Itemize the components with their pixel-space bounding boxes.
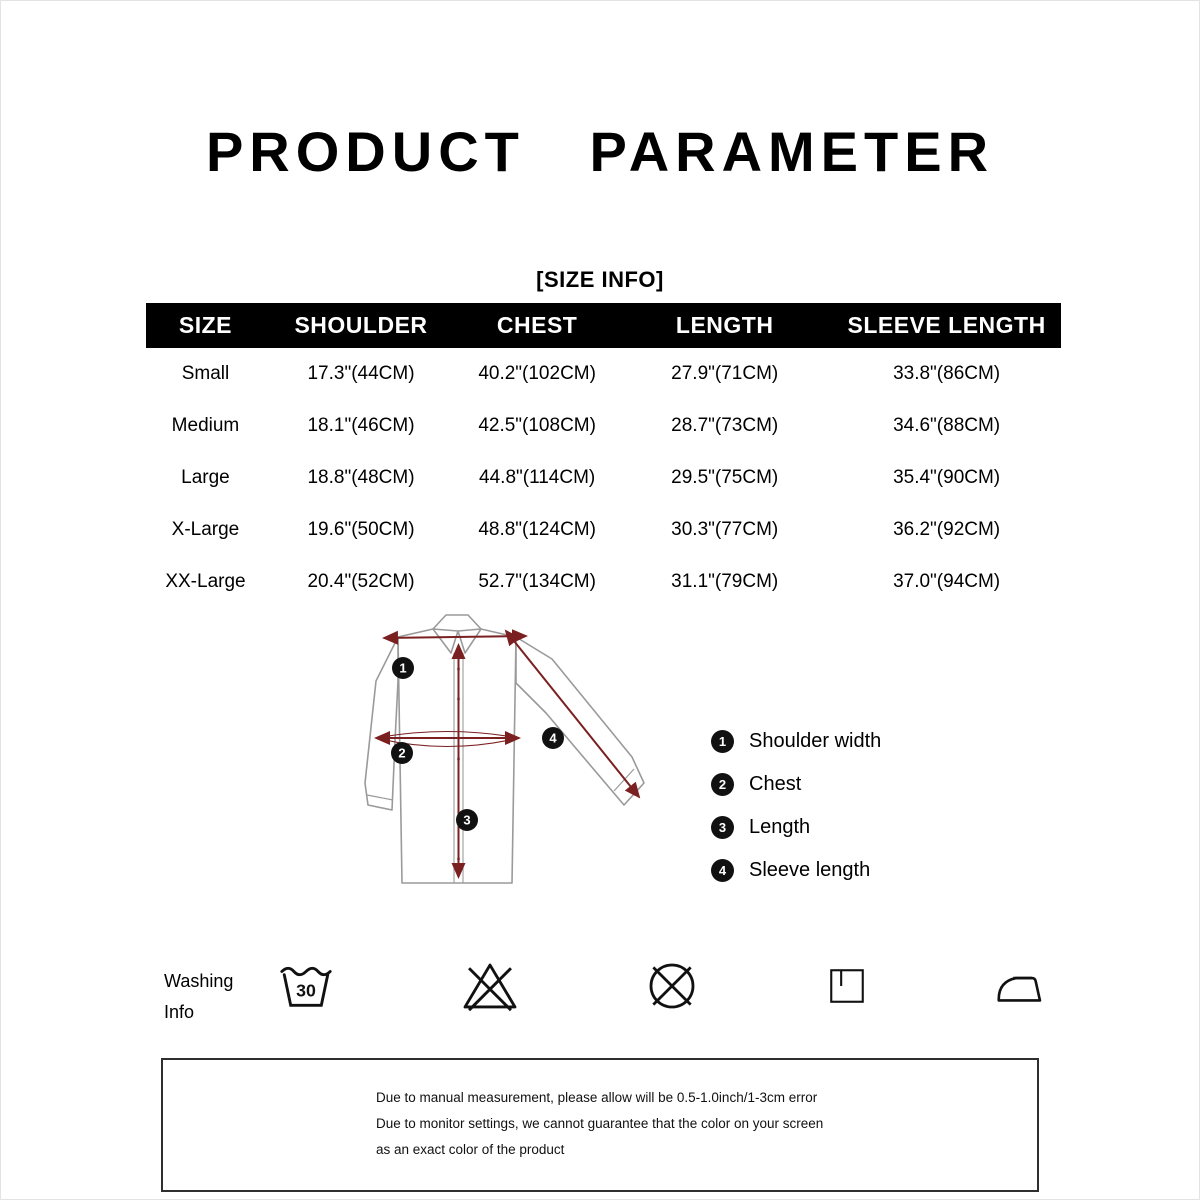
legend-label: Sleeve length [749,859,871,881]
shirt-diagram-icon [336,611,656,906]
length-cell: 31.1"(79CM) [671,571,779,592]
iron-icon [993,960,1045,1012]
col-header-chest: CHEST [457,303,617,348]
legend-number-badge: 1 [711,730,734,753]
chest-cell: 52.7"(134CM) [478,571,596,592]
diagram-marker-3 [456,809,478,831]
disclaimer-line-2: Due to monitor settings, we cannot guarantee that the color on your screen [376,1116,824,1131]
svg-text:4: 4 [549,730,557,746]
length-cell: 28.7"(73CM) [671,415,779,436]
svg-text:2: 2 [398,745,406,761]
sleeve-length-cell: 33.8"(86CM) [893,363,1001,384]
shoulder-cell: 17.3"(44CM) [307,363,415,384]
size-name-cell: Medium [171,415,240,436]
col-header-length: LENGTH [617,303,832,348]
chest-cell: 44.8"(114CM) [479,467,596,488]
col-header-size: SIZE [146,303,265,348]
length-cell: 29.5"(75CM) [671,467,779,488]
disclaimer-box [161,1058,1039,1192]
disclaimer-text [376,1085,1037,1163]
size-chart-table [146,303,1061,608]
disclaimer-line-1: Due to manual measurement, please allow will be 0.5-1.0inch/1-3cm error [376,1090,818,1105]
size-name-cell: XX-Large [165,571,246,592]
legend-item-chest [711,773,881,796]
size-table-header-row [146,303,1061,348]
diagram-marker-2 [391,742,413,764]
legend-number-badge: 4 [711,859,734,882]
measurement-legend [711,730,881,882]
size-name-cell: X-Large [171,519,240,540]
shoulder-cell: 18.8"(48CM) [307,467,415,488]
legend-item-shoulder-width [711,730,881,753]
line-dry-icon [826,965,868,1007]
size-name-cell: Small [181,363,230,384]
svg-text:3: 3 [463,812,471,828]
legend-number-badge: 3 [711,816,734,839]
shoulder-cell: 20.4"(52CM) [307,571,415,592]
legend-item-length [711,816,881,839]
sleeve-length-arrow [506,631,639,797]
col-header-shoulder: SHOULDER [265,303,457,348]
legend-label: Chest [749,773,802,795]
legend-item-sleeve-length [711,859,881,882]
table-row-large [146,452,1061,504]
washing-info-label: Washing Info [164,971,234,1022]
col-header-sleeve-length: SLEEVE LENGTH [832,303,1061,348]
shirt-measurement-diagram [336,611,656,906]
length-cell: 30.3"(77CM) [671,519,779,540]
size-info-heading: [SIZE INFO] [536,267,664,292]
do-not-tumble-dry-icon [644,958,700,1014]
care-icons-row [277,954,1045,1018]
length-cell: 27.9"(71CM) [671,363,779,384]
chest-cell: 40.2"(102CM) [478,363,596,384]
table-row-medium [146,400,1061,452]
shoulder-cell: 19.6"(50CM) [307,519,415,540]
legend-number-badge: 2 [711,773,734,796]
svg-text:30: 30 [296,980,316,1001]
sleeve-length-cell: 34.6"(88CM) [893,415,1001,436]
sleeve-length-cell: 37.0"(94CM) [893,571,1001,592]
size-name-cell: Large [181,467,230,488]
disclaimer-line-3: as an exact color of the product [376,1142,565,1157]
table-row-xx-large [146,556,1061,608]
sleeve-length-cell: 36.2"(92CM) [893,519,1001,540]
wash-30-icon [277,957,335,1015]
page-title: PRODUCT PARAMETER [205,120,995,183]
diagram-marker-1 [392,657,414,679]
do-not-bleach-icon [461,957,519,1015]
diagram-marker-4 [542,727,564,749]
table-row-x-large [146,504,1061,556]
legend-label: Shoulder width [749,730,882,752]
chest-cell: 48.8"(124CM) [478,519,596,540]
legend-label: Length [749,816,811,838]
sleeve-length-cell: 35.4"(90CM) [893,467,1001,488]
svg-text:1: 1 [399,660,407,676]
table-row-small [146,348,1061,400]
shoulder-cell: 18.1"(46CM) [307,415,415,436]
chest-cell: 42.5"(108CM) [478,415,596,436]
